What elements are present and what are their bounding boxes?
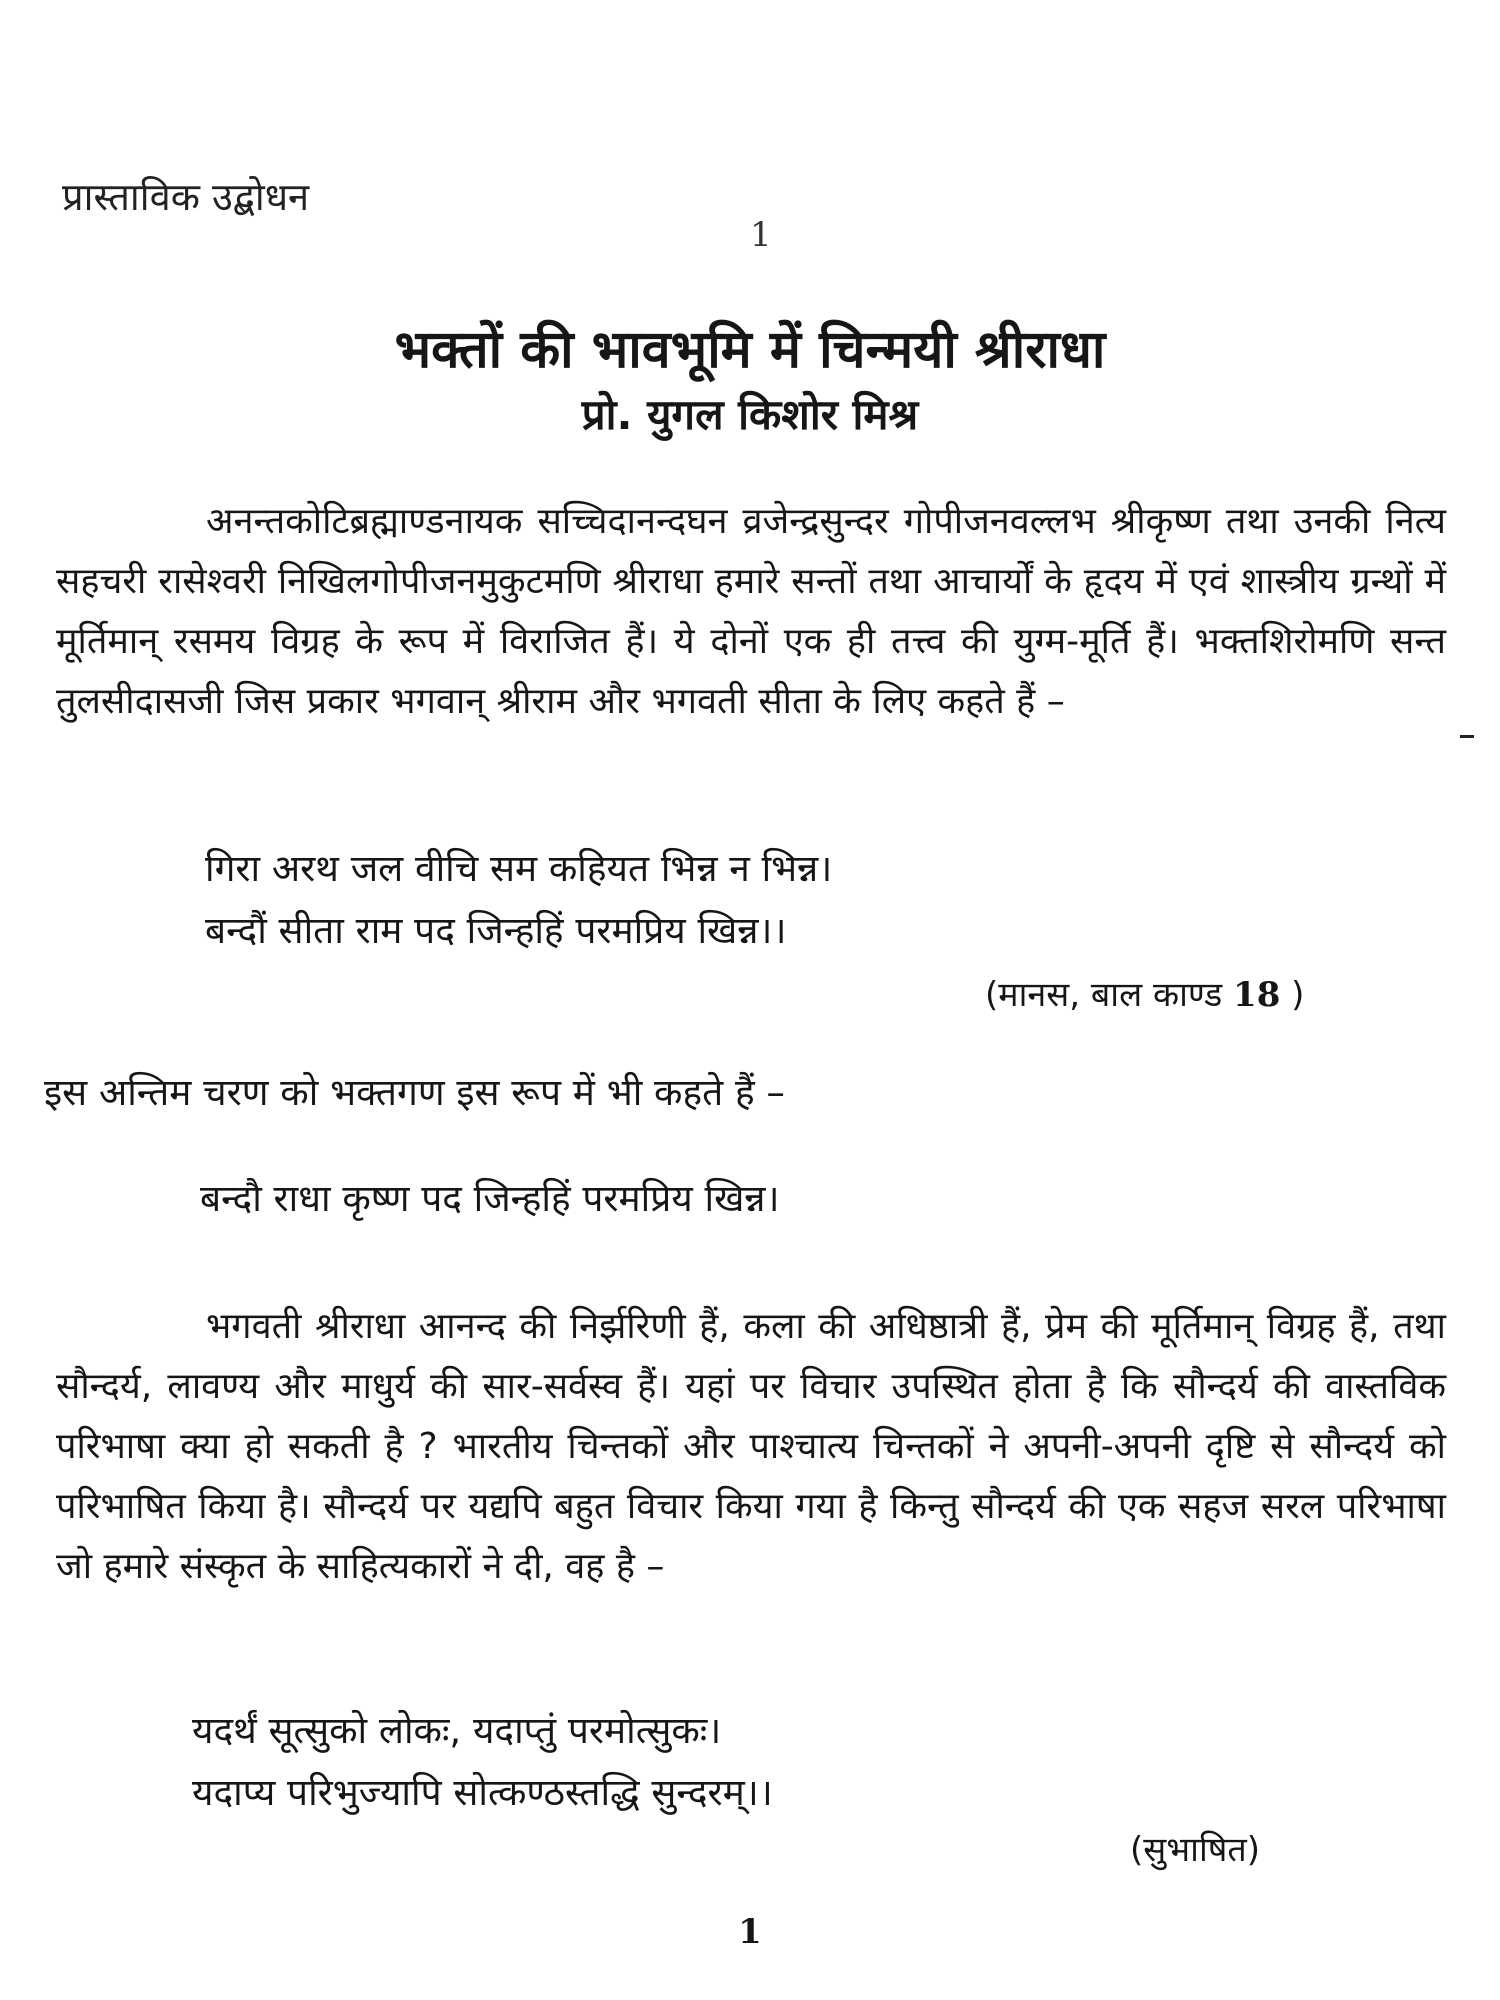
verse-3-line-1: यदर्थं सूत्सुको लोकः, यदाप्तुं परमोत्सुकः। xyxy=(192,1709,722,1752)
verse-2: बन्दौ राधा कृष्ण पद जिन्हहिं परमप्रिय खिन्न। xyxy=(200,1177,780,1220)
article-author: प्रो. युगल किशोर मिश्र xyxy=(581,390,919,439)
citation-1 xyxy=(985,970,1304,1016)
paragraph-2 xyxy=(56,1297,1446,1597)
section-heading: प्रास्ताविक उद्बोधन xyxy=(62,175,310,219)
citation-1-prefix: (मानस, बाल काण्ड xyxy=(985,975,1223,1015)
chapter-number: 1 xyxy=(750,215,772,255)
verse-3-line-2: यदाप्य परिभुज्यापि सोत्कण्ठस्तद्धि सुन्दरम्।। xyxy=(192,1771,773,1814)
page-number: 1 xyxy=(738,1912,762,1952)
intro-line: इस अन्तिम चरण को भक्तगण इस रूप में भी कहते हैं – xyxy=(44,1071,785,1114)
paragraph-2-text: भगवती श्रीराधा आनन्द की निर्झरिणी हैं, कला की अधिष्ठात्री हैं, प्रेम की मूर्तिमान् विग्रह हैं, तथा सौन्दर्य, लावण्य और माधुर्य की सार-सर्वस्व हैं। यहां पर विचार उपस्थित होता है कि सौन्दर्य की वास्तविक परिभाषा क्या हो सकती है ? भारतीय चिन्तकों और पाश्चात्य चिन्तकों ने अपनी-अपनी दृष्टि से सौन्दर्य को परिभाषित किया है। सौन्दर्य पर यद्यपि बहुत विचार किया गया है किन्तु सौन्दर्य की एक सहज सरल परिभाषा जो हमारे संस्कृत के साहित्यकारों ने दी, वह है – xyxy=(56,1306,1446,1587)
article-title: भक्तों की भावभूमि में चिन्मयी श्रीराधा xyxy=(394,320,1106,380)
paragraph-1 xyxy=(56,492,1446,732)
citation-1-number: 18 xyxy=(1233,975,1281,1015)
citation-2: (सुभाषित) xyxy=(1130,1830,1261,1870)
paragraph-1-text: अनन्तकोटिब्रह्माण्डनायक सच्चिदानन्दघन व्रजेन्द्रसुन्दर गोपीजनवल्लभ श्रीकृष्ण तथा उनकी नित्य सहचरी रासेश्वरी निखिलगोपीजनमुकुटमणि श्रीराधा हमारे सन्तों तथा आचार्यों के हृदय में एवं शास्त्रीय ग्रन्थों में मूर्तिमान् रसमय विग्रह के रूप में विराजित हैं। ये दोनों एक ही तत्त्व की युग्म-मूर्ति हैं। भक्तशिरोमणि सन्त तुलसीदासजी जिस प्रकार भगवान् श्रीराम और भगवती सीता के लिए कहते हैं – xyxy=(56,501,1446,722)
verse-1-line-1: गिरा अरथ जल वीचि सम कहियत भिन्न न भिन्न। xyxy=(205,847,833,890)
verse-1-line-2: बन्दौं सीता राम पद जिन्हहिं परमप्रिय खिन्न।। xyxy=(205,909,787,952)
citation-1-suffix: ) xyxy=(1291,975,1305,1015)
margin-mark xyxy=(1460,735,1474,738)
